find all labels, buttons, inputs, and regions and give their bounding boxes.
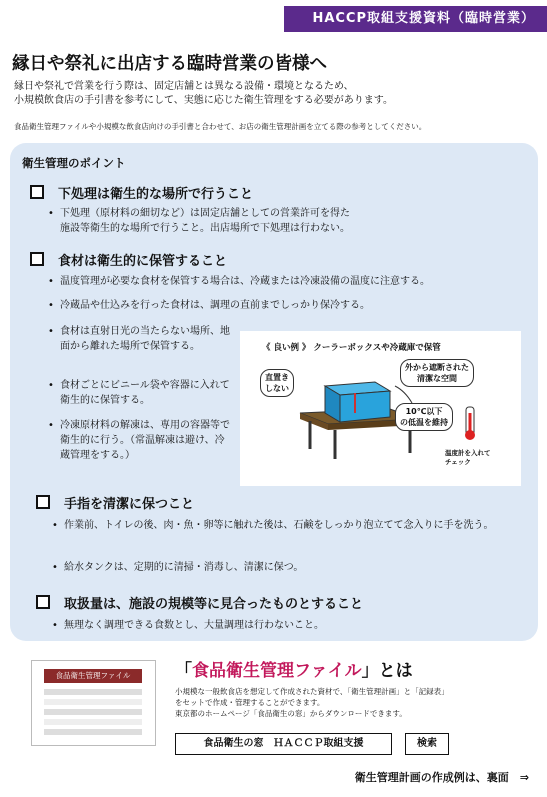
bullet-item: • 冷凍原材料の解凍は、専用の容器等で衛生的に行う。（常温解凍は避け、冷蔵管理をする。）	[60, 418, 230, 463]
points-title: 衛生管理のポイント	[22, 156, 126, 170]
page-title: 縁日や祭礼に出店する臨時営業の皆様へ	[12, 54, 327, 74]
good-example-figure	[240, 331, 521, 486]
callout-no-ground: 直置き しない	[260, 369, 294, 397]
intro-line: 小規模飲食店の手引書を参考にして、実態に応じた衛生管理をする必要があります。	[14, 95, 393, 106]
callout-clean-space: 外から遮断された 清潔な空間	[400, 359, 474, 387]
footer-note: 衛生管理計画の作成例は、裏面 ⇒	[354, 771, 529, 784]
file-thumbnail	[31, 660, 156, 746]
bullet-item: • 冷蔵品や仕込みを行った食材は、調理の直前までしっかり保冷する。	[60, 298, 520, 313]
bullet-item: • 食材ごとにビニール袋や容器に入れて衛生的に保管する。	[60, 378, 230, 408]
note-text: 食品衛生管理ファイルや小規模な飲食店向けの手引書と合わせて、お店の衛生管理計画を立てる際の参考としてください。	[14, 122, 427, 131]
checkbox-icon	[36, 495, 50, 509]
document-lines-icon	[32, 661, 155, 745]
file-title: 「食品衛生管理ファイル」とは	[175, 661, 413, 681]
section-heading: 取扱量は、施設の規模等に見合ったものとすること	[36, 593, 363, 612]
thermometer-label: 温度計を入れて チェック	[445, 449, 491, 466]
checkbox-icon	[30, 252, 44, 266]
section-heading: 手指を清潔に保つこと	[36, 493, 194, 512]
search-term-box[interactable]: 食品衛生の窓 ＨＡＣＣＰ取組支援	[175, 733, 392, 755]
bullet-item: • 温度管理が必要な食材を保管する場合は、冷蔵または冷凍設備の温度に注意する。	[60, 274, 520, 289]
figure-caption: 《 良い例 》 クーラーボックスや冷蔵庫で保管	[262, 343, 441, 353]
header-tag: HACCP取組支援資料（臨時営業）	[284, 6, 547, 32]
section-heading: 下処理は衛生的な場所で行うこと	[30, 183, 253, 202]
bullet-item: • 給水タンクは、定期的に清掃・消毒し、清潔に保つ。	[64, 560, 524, 575]
bullet-item: • 食材は直射日光の当たらない場所、地面から離れた場所で保管する。	[60, 324, 230, 354]
intro-line: 縁日や祭礼で営業を行う際は、固定店舗とは異なる設備・環境となるため、	[14, 81, 354, 92]
bullet-item: • 作業前、トイレの後、肉・魚・卵等に触れた後は、石鹸をしっかり泡立てて念入りに手を洗う。	[64, 518, 524, 533]
callout-low-temp: 10℃以下 の低温を維持	[395, 403, 453, 431]
checkbox-icon	[36, 595, 50, 609]
checkbox-icon	[30, 185, 44, 199]
intro-text	[14, 80, 393, 108]
file-description: 小規模な一般飲食店を想定して作成された資材で、「衛生管理計画」と「記録表」 をセットで作成・管理することができます。 東京都のホームページ「食品衛生の窓」からダウンロードできます。	[175, 687, 449, 718]
search-button[interactable]: 検索	[405, 733, 449, 755]
section-heading: 食材は衛生的に保管すること	[30, 250, 227, 269]
thumbnail-title: 食品衛生管理ファイル	[44, 669, 142, 683]
bullet-item: • 無理なく調理できる食数とし、大量調理は行わないこと。	[64, 618, 524, 633]
bullet-item: • 下処理（原材料の細切など）は固定店舗としての営業許可を得た 施設等衛生的な場所で行うこと。出店場所で下処理は行わない。	[60, 206, 390, 236]
